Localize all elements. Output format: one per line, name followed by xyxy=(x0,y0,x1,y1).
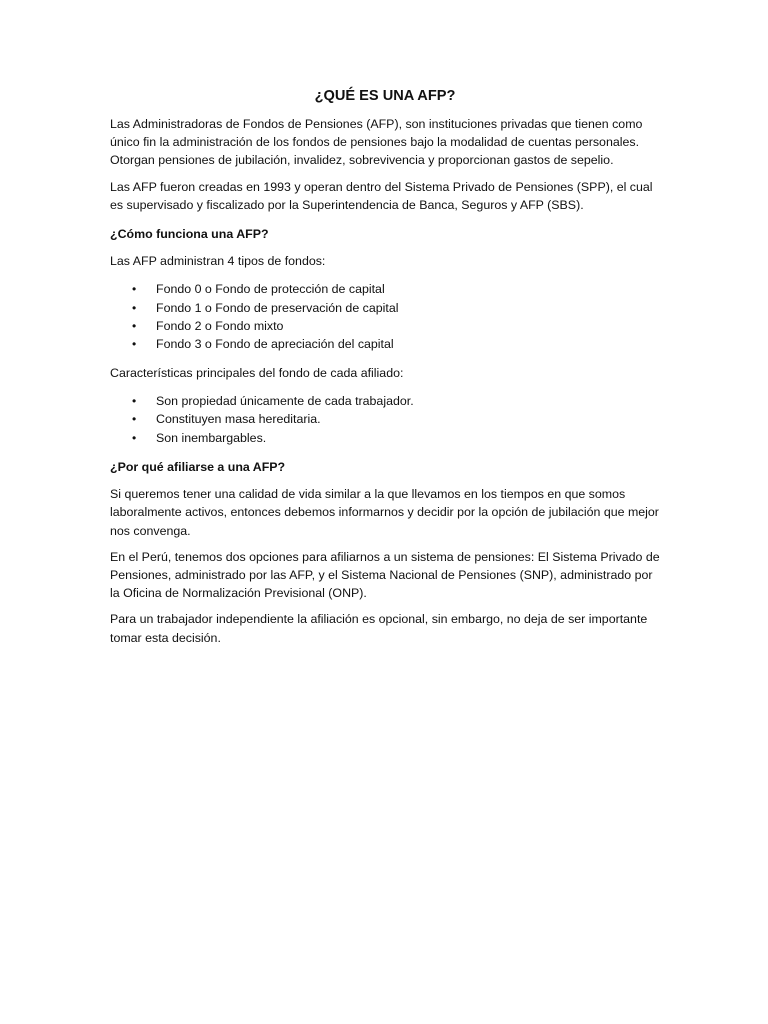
list-item xyxy=(110,392,660,410)
list-item xyxy=(110,280,660,298)
list-item xyxy=(110,429,660,447)
list-item-text: Fondo 3 o Fondo de apreciación del capital xyxy=(156,337,394,352)
list-item xyxy=(110,317,660,335)
bullet-icon: • xyxy=(132,337,137,352)
bullet-icon: • xyxy=(132,300,137,315)
list-item-text: Son inembargables. xyxy=(156,430,267,445)
list-item-text: Fondo 0 o Fondo de protección de capital xyxy=(156,282,385,297)
bullet-icon: • xyxy=(132,319,137,334)
list-item-text: Fondo 2 o Fondo mixto xyxy=(156,319,284,334)
features-list xyxy=(110,392,660,447)
bullet-icon: • xyxy=(132,412,137,427)
bullet-icon: • xyxy=(132,282,137,297)
funds-list xyxy=(110,280,660,354)
section-heading-como-funciona: ¿Cómo funciona una AFP? xyxy=(110,227,269,242)
list-item-text: Fondo 1 o Fondo de preservación de capital xyxy=(156,300,399,315)
body-paragraph: Para un trabajador independiente la afiliación es opcional, sin embargo, no deja de ser importante tomar esta decisión. xyxy=(110,612,648,645)
list-item xyxy=(110,335,660,353)
list-item xyxy=(110,410,660,428)
list-item-text: Son propiedad únicamente de cada trabajador. xyxy=(156,394,414,409)
list-item-text: Constituyen masa hereditaria. xyxy=(156,412,321,427)
document-page xyxy=(110,86,660,655)
section-heading-por-que-afiliarse: ¿Por qué afiliarse a una AFP? xyxy=(110,460,286,475)
funds-lead: Las AFP administran 4 tipos de fondos: xyxy=(110,254,326,269)
body-paragraph: Si queremos tener una calidad de vida similar a la que llevamos en los tiempos en que somos laboralmente activos, entonces debemos informarnos y decidir por la opción de jubilación que mejor nos convenga. xyxy=(110,487,659,538)
bullet-icon: • xyxy=(132,394,137,409)
list-item xyxy=(110,299,660,317)
intro-paragraph: Las Administradoras de Fondos de Pensiones (AFP), son instituciones privadas que tienen como único fin la administración de los fondos de pensiones bajo la modalidad de cuentas personales. Otorgan pensiones de jubilación, invalidez, sobrevivencia y proporcionan gastos de sepelio. xyxy=(110,117,643,168)
features-lead: Características principales del fondo de cada afiliado: xyxy=(110,365,404,380)
body-paragraph: En el Perú, tenemos dos opciones para afiliarnos a un sistema de pensiones: El Sistema Privado de Pensiones, administrado por las AFP, y el Sistema Nacional de Pensiones (SNP), administrado por la Oficina de Normalización Previsional (ONP). xyxy=(110,549,660,601)
bullet-icon: • xyxy=(132,430,137,445)
document-title: ¿QUÉ ES UNA AFP? xyxy=(314,88,456,104)
intro-paragraph: Las AFP fueron creadas en 1993 y operan dentro del Sistema Privado de Pensiones (SPP), el cual es supervisado y fiscalizado por la Superintendencia de Banca, Seguros y AFP (SBS). xyxy=(110,179,653,212)
